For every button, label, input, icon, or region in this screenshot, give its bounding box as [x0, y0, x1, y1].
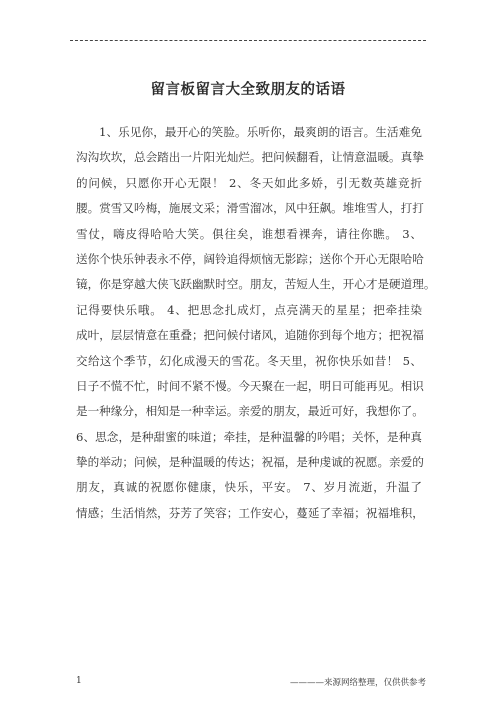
document-body — [76, 120, 436, 526]
body-line: 送你个快乐钟表永不停，阔铃追得烦恼无影踪；送你个开心无限哈哈 — [76, 251, 424, 266]
body-line: 1、乐见你，最开心的笑脸。乐听你，最爽朗的语言。生活难免 — [99, 125, 422, 139]
body-line: 腰。赏雪又吟梅，施展文采；滑雪溜冰，风中狂飙。堆堆雪人，打打 — [76, 201, 424, 216]
body-line: 挚的举动；问候，是种温暖的传达；祝福，是种虔诚的祝愿。亲爱的 — [76, 455, 424, 470]
footer-source-note: ————来源网络整理，仅供供参考 — [290, 678, 427, 688]
body-line: 日子不慌不忙，时间不紧不慢。今天聚在一起，明日可能再见。相识 — [76, 378, 424, 393]
body-line: 镜，你是穿越大侠飞跃幽默时空。朋友，苦短人生，开心才是硬道理。 — [76, 277, 436, 292]
body-line: 6、思念，是种甜蜜的味道；牵挂，是种温馨的吟唱；关怀，是种真 — [76, 429, 422, 444]
header-dashed-rule — [70, 40, 426, 41]
body-line: 朋友，真诚的祝愿你健康，快乐，平安。 7、岁月流逝，升温了 — [76, 480, 422, 495]
body-line: 的问候，只愿你开心无限！ 2、冬天如此多娇，引无数英雄竞折 — [76, 175, 422, 190]
page-number: 1 — [76, 676, 82, 686]
document-title: 留言板留言大全致朋友的话语 — [150, 82, 346, 98]
body-line: 雪仗，嗨皮得哈哈大笑。俱往矣，谁想看裸奔，请往你瞧。 3、 — [76, 226, 422, 241]
body-line: 交给这个季节，幻化成漫天的雪花。冬天里，祝你快乐如昔！ 5、 — [76, 353, 422, 368]
body-line: 沟沟坎坎，总会踏出一片阳光灿烂。把问候翻看，让情意温暖。真挚 — [76, 150, 424, 165]
body-line: 是一种缘分，相知是一种幸运。亲爱的朋友，最近可好，我想你了。 — [76, 404, 424, 419]
body-line: 情感；生活悄然，芬芳了笑容；工作安心，蔓延了幸福；祝福堆积， — [76, 505, 424, 520]
body-line: 记得要快乐哦。 4、把思念扎成灯，点亮满天的星星；把牵挂染 — [76, 302, 422, 317]
body-line: 成叶，层层情意在重叠；把问候付诸风，追随你到每个地方；把祝福 — [76, 328, 424, 343]
